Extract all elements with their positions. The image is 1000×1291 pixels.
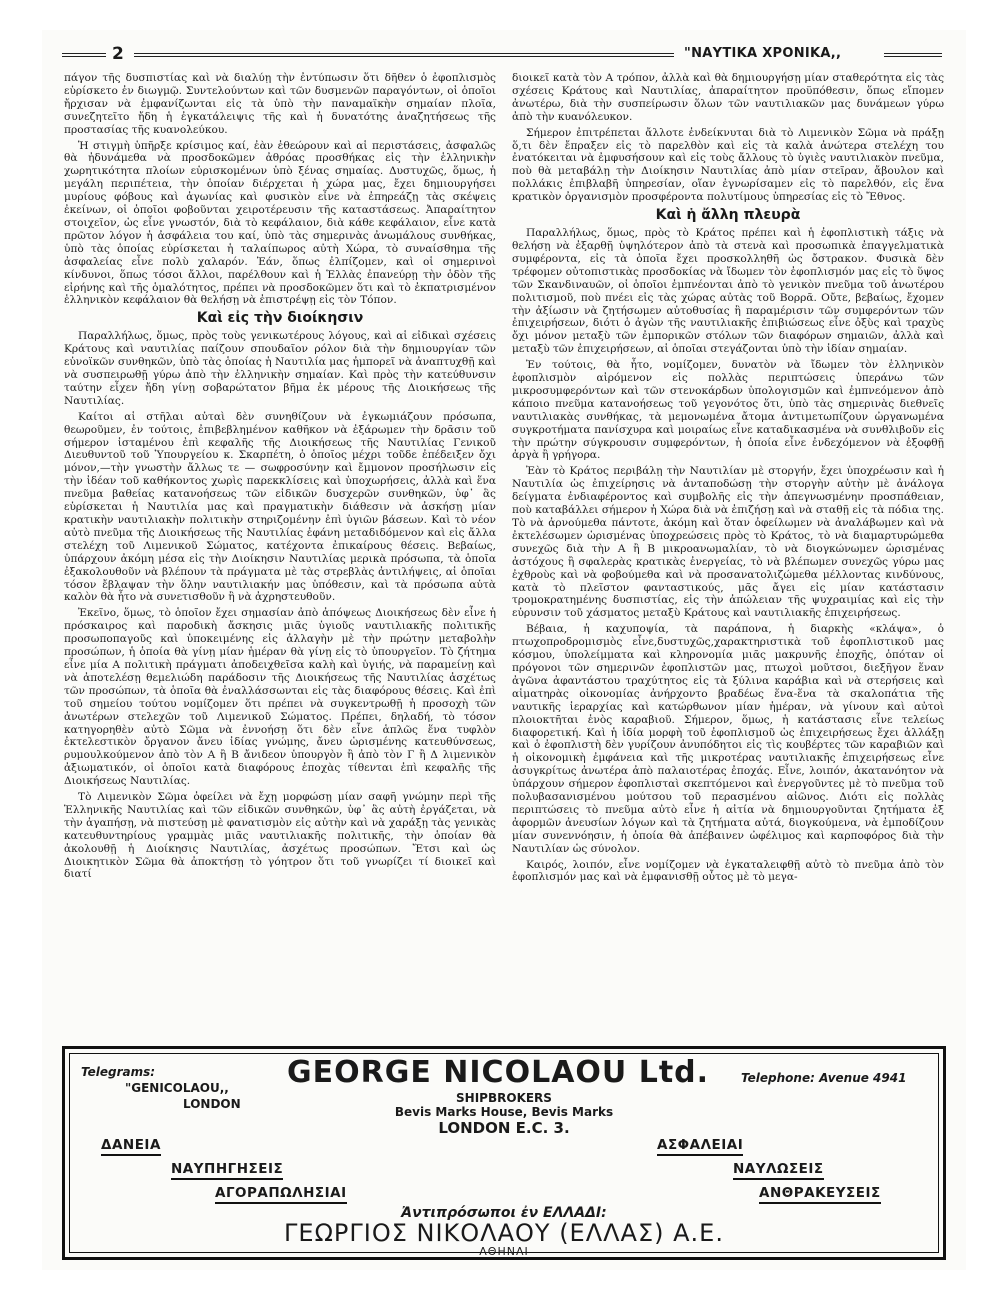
publication-title: "ΝΑΥΤΙΚΑ ΧΡΟΝΙΚΑ,,	[684, 46, 842, 61]
business-type: SHIPBROKERS	[456, 1091, 552, 1105]
header-rule-center	[134, 53, 674, 57]
telephone: Telephone: Avenue 4941	[741, 1071, 907, 1085]
section-heading: Καὶ εἰς τὴν διοίκησιν	[196, 310, 364, 327]
service-loans: ΔΑΝΕΙΑ	[101, 1137, 161, 1156]
greek-company-name: ΓΕΩΡΓΙΟΣ ΝΙΚΟΛΑΟΥ (ΕΛΛΑΣ) Α.Ε.	[284, 1219, 724, 1247]
company-address: Bevis Marks House, Bevis Marks	[394, 1105, 614, 1119]
paragraph: Ἐν τούτοις, θὰ ἦτο, νομίζομεν, δυνατὸν νὰ ἴδωμεν τὸν ἑλληνικὸν ἐφοπλισμὸν αἰρόμενον εἰς πολλὰς περιπτώσεις ὑπεράνω τῶν μικροσυμφερόντων καὶ τῶν στενοκάρδων ὑπολογισμῶν καὶ ἐμπνεόμενον ἀπὸ κάποιο πνεῦμα κατανοήσεως τοῦ γεγονότος ὅτι, ὑπὸ τὰς σημερινὰς διεθνεῖς ναυτιλιακὰς συνθήκας, τὰ μεμονωμένα ἄτομα ἀντιμετωπίζουν ὠργανωμένα συγκροτήματα πανίσχυρα καὶ μοιραίως εἶνε καταδικασμένα νὰ συνθλιβοῦν εἰς τὴν πρώτην σύγκρουσιν συμφερόντων, ἡ ὁποία εἶνε ἐνδεχόμενον νὰ ἐξοφθῇ ἀργὰ ἢ γρήγορα.	[512, 359, 944, 462]
paragraph: Ἐὰν τὸ Κράτος περιβάλῃ τὴν Ναυτιλίαν μὲ στοργήν, ἔχει ὑποχρέωσιν καὶ ἡ Ναυτιλία ὡς ἐπιχείρησις νὰ ἀνταποδώσῃ τὴν στοργὴν αὐτὴν μὲ ἀνάλογα δείγματα ἐνδιαφέροντος καὶ συμβολῆς εἰς τὴν ἀπεγνωσμένην προσπάθειαν, ποὺ καταβάλλει σήμερον ἡ Χώρα διὰ νὰ ἐπιζήσῃ καὶ νὰ σταθῇ εἰς τὰ πόδια της. Τὸ νὰ ἀρνούμεθα πάντοτε, ἀκόμη καὶ ὅταν ὀφείλωμεν νὰ ἀναλάβωμεν καὶ νὰ ἐκτελέσωμεν ὡρισμένας ὑποχρεώσεις πρὸς τὸ Κράτος, τὸ νὰ διαμαρτυρώμεθα συνεχῶς διὰ τὴν Α ἢ Β μικροανωμαλίαν, τὸ νὰ διογκώνωμεν ὡρισμένας ἀστόχους ἢ σφαλερὰς κρατικὰς ἐνεργείας, τὸ νὰ βλέπωμεν συνεχῶς γύρω μας ἐχθροὺς καὶ νὰ φοβούμεθα καὶ νὰ προσανατολιζώμεθα μέλλοντας κινδύνους, κατὰ τὸ πλεῖστον φανταστικούς, μᾶς ἄγει εἰς μίαν κατάστασιν τρομοκρατημένης δυσπιστίας, εἰς τὴν ἀπώλειαν τῆς ψυχραιμίας καὶ εἰς τὴν εὐρυνσιν τοῦ χάσματος μεταξὺ Κράτους καὶ ναυτιλιακῆς ἐπιχειρήσεως.	[512, 465, 944, 620]
telegrams-city: LONDON	[183, 1097, 241, 1111]
paragraph: Βέβαια, ἡ καχυποψία, τὰ παράπονα, ἡ διαρκὴς «κλάψα», ὁ πτωχοπροδρομισμὸς εἶνε,δυστυχῶς,χαρακτηριστικὰ τοῦ ἐφοπλιστικοῦ μας κόσμου, ὑπολείμματα καὶ κληρονομία μιᾶς μακρυνῆς ἐποχῆς, ὁπόταν οἱ πρόγονοι τῶν σημερινῶν ἐφοπλιστῶν μας, πτωχοὶ μοῦτσοι, διεξῆγον ἕναν ἀγῶνα ἀφαντάστου τραχύτητος εἰς τὰ ξύλινα καράβια καὶ νὰ στερήσεις καὶ αἱματηρὰς οἰκονομίας ἀνήρχοντο βραδέως ἕνα-ἕνα τὰ σκαλοπάτια τῆς ναυτικῆς ἱεραρχίας καὶ κατώρθωνον μίαν ἡμέραν, νὰ γίνουν καὶ αὐτοὶ πλοιοκτῆται ἑνὸς καραβιοῦ. Σήμερον, ὅμως, ἡ κατάστασις εἶνε τελείως διαφορετική. Καὶ ἡ ἰδία μορφὴ τοῦ ἐφοπλισμοῦ ὡς ἐπιχειρήσεως ἔχει ἀλλάξῃ καὶ ὁ ἐφοπλιστὴ δὲν γυρίζουν ἀνυπόδητοι εἰς τὶς κουβέρτες τῶν καραβιῶν καὶ ἡ οἰκονομικὴ ἐμφάνεια καὶ τῆς μικροτέρας ναυτιλιακῆς ἐπιχειρήσεως εἶνε ἀσυγκρίτως ἀνωτέρα ἀπὸ παλαιοτέρας ἐποχάς. Εἶνε, λοιπόν, ἀκατανόητον νὰ ὑπάρχουν σήμερον ἐφοπλισταὶ σκεπτόμενοι καὶ ἐνεργοῦντες μὲ τὸ πνεῦμα τοῦ πολυβασανισμένου μούτσου τοῦ περασμένου αἰῶνος. Διότι εἰς πολλὰς περιπτώσεις τὸ πνεῦμα αὐτὸ εἶνε ἡ αἰτία νὰ δημιουργοῦνται ζητήματα ἐξ ἀφορμῶν ἀνευσίων λόγων καὶ τὰ ζητήματα αὐτά, διογκούμενα, νὰ ἐμποδίζουν μίαν συνεννόησιν, ἡ ὁποία θὰ ἀπέβαινεν ὠφέλιμος καὶ καρποφόρος διὰ τὴν Ναυτιλίαν ὡς σύνολον.	[512, 623, 944, 855]
left-column	[64, 72, 496, 1042]
paragraph: Καιρός, λοιπόν, εἶνε νομίζομεν νὰ ἐγκαταλειφθῇ αὐτὸ τὸ πνεῦμα ἀπὸ τὸν ἐφοπλισμόν μας καὶ νὰ ἐμφανισθῇ οὗτος μὲ τὸ μεγα-	[512, 858, 944, 884]
service-insurance: ΑΣΦΑΛΕΙΑΙ	[657, 1137, 743, 1156]
header-rule-left	[62, 53, 106, 57]
page-header	[62, 44, 942, 68]
paragraph: Ἐκεῖνο, ὅμως, τὸ ὁποῖον ἔχει σημασίαν ἀπὸ ἀπόψεως Διοικήσεως δὲν εἶνε ἡ πρόσκαιρος καὶ παροδικὴ ἄσκησις μιᾶς ὑγιοῦς ναυτιλιακῆς πολιτικῆς προσωποπαγοῦς καὶ ὑποκειμένης εἰς ἀλλαγὴν μὲ τὴν πρώτην μεταβολὴν προσώπων, ἡ ὁποία θὰ γίνῃ μίαν ἡμέραν θὰ γίνῃ εἰς τὸ ὑπουργεῖον. Τὸ ζήτημα εἶνε μία Α πολιτικὴ πράγματι ἀποδειχθεῖσα καλὴ καὶ ὑγιής, νὰ παραμείνῃ καὶ νὰ ἀποτελέσῃ θεμελιώδη παράδοσιν τῆς Διοικήσεως τῆς Ναυτιλίας ἀσχέτως τῶν προσώπων, τὰ ὁποῖα θὰ ἐναλλάσσωνται εἰς τὰς διαφόρους θέσεις. Καὶ ἐπὶ τοῦ σημείου τούτου νομίζομεν ὅτι πρέπει νὰ συγκεντρωθῇ ἡ προσοχὴ τῶν ἀνωτέρων στελεχῶν τοῦ Λιμενικοῦ Σώματος. Πρέπει, δηλαδή, τὸ τόσον κατηγορηθὲν αὐτὸ Σῶμα νὰ ἐννοήσῃ ὅτι δὲν εἶνε ἁπλῶς ἕνα τυφλὸν ἐκτελεστικὸν ὄργανον ἄνευ ἰδίας γνώμης, ἄνευ ὡρισμένης κατευθύνσεως, ρυμουλκούμενον ἀπὸ τὸν Α ἢ Β ἄνιδεον ὑπουργὸν ἢ ἀπὸ τὸν Γ ἢ Δ λιμενικὸν ἀξιωματικόν, οἱ ὁποῖοι κατὰ διαφόρους ἐποχὰς τίθενται ἐπὶ κεφαλῆς τῆς Διοικήσεως Ναυτιλίας.	[64, 607, 496, 788]
paragraph: Ἡ στιγμὴ ὑπῆρξε κρίσιμος καί, ἐὰν ἐθεώρουν καὶ αἱ περιστάσεις, ἀσφαλῶς θὰ ἠδυνάμεθα νὰ προσδοκῶμεν ἀθρόας προσθήκας εἰς τὴν ἑλληνικὴν χωρητικότητα πλοίων εὑρισκομένων ὑπὸ ξένας σημαίας. Δυστυχῶς, ὅμως, ἡ μεγάλη περιπέτεια, τὴν ὁποίαν διέρχεται ἡ χώρα μας, ἔχει δημιουργήσει μυρίους φόβους καὶ ἀγωνίας καὶ φυσικὸν εἶνε νὰ ἐπηρεάζῃ τὰς σκέψεις ἐκείνων, οἱ ὁποῖοι φοβοῦνται χειροτέρευσιν τῆς καταστάσεως. Ἀπαραίτητον στοιχεῖον, ὡς εἶνε γνωστόν, διὰ τὸ κεφάλαιον, διὰ κάθε κεφάλαιον, εἶνε κατὰ πρῶτον λόγον ἡ ἀσφάλεια του καί, ὑπὸ τὰς σημερινὰς ἀνωμάλους συνθήκας, ὑπὸ τὰς ὁποίας εὑρίσκεται ἡ ταλαίπωρος αὐτὴ Χώρα, τὸ συναίσθημα τῆς ἀσφαλείας εἶνε πολὺ χαλαρόν. Ἐάν, ὅπως ἐλπίζομεν, καὶ οἱ σημερινοὶ κίνδυνοι, ὅπως τόσοι ἄλλοι, παρέλθουν καὶ ἡ Ἑλλὰς ἐπανεύρῃ τὴν ὁδὸν τῆς εἰρήνης καὶ τῆς ὁμαλότητος, πρέπει νὰ προσδοκῶμεν ὅτι καὶ τὸ ἐκπατρισμένον ἑλληνικὸν κεφάλαιον θὰ θελήσῃ νὰ ἐπιστρέψῃ εἰς τὸν Τόπον.	[64, 139, 496, 307]
service-bunkering: ΑΝΘΡΑΚΕΥΣΕΙΣ	[759, 1185, 881, 1204]
paragraph: Παραλλήλως, ὅμως, πρὸς τοὺς γενικωτέρους λόγους, καὶ αἱ εἰδικαὶ σχέσεις Κράτους καὶ ναυτιλίας παίζουν σπουδαῖον ρόλον διὰ τὴν δημιουργίαν τῶν εὐνοϊκῶν συνθηκῶν, ὑπὸ τὰς ὁποίας ἡ Ναυτιλία μας ἠμπορεῖ νὰ ἀναπτυχθῇ καὶ νὰ συσπειρωθῇ γύρω ἀπὸ τὴν ἑλληνικὴν σημαίαν. Καὶ πρὸς τὴν κατεύθυνσιν ταύτην εἶχεν ἤδη γίνῃ σοβαρώτατον βῆμα ἐκ μέρους τῆς Διοικήσεως τῆς Ναυτιλίας.	[64, 330, 496, 407]
greek-company-city: ΑΘΗΝΑΙ	[479, 1245, 529, 1258]
newspaper-page	[42, 30, 966, 1270]
paragraph: διοικεῖ κατὰ τὸν Α τρόπον, ἀλλὰ καὶ θὰ δημιουργήσῃ μίαν σταθερότητα εἰς τὰς σχέσεις Κράτους καὶ Ναυτιλίας, ἀπαραίτητον προϋπόθεσιν, ὅπως εἴπομεν ἀνωτέρω, διὰ τὴν συσπείρωσιν ὅλων τῶν ναυτιλιακῶν μας δυνάμεων γύρω ἀπὸ τὴν κυανόλευκον.	[512, 72, 944, 123]
article-body	[64, 72, 944, 1042]
paragraph: πάγον τῆς δυσπιστίας καὶ νὰ διαλύῃ τὴν ἐντύπωσιν ὅτι δῆθεν ὁ ἐφοπλισμὸς εὑρίσκετο ἐν διωγμῷ. Συντελούντων καὶ τῶν δυσμενῶν παραγόντων, οἱ ὁποῖοι ἤρχισαν νὰ ἐμφανίζωνται εἰς τὰ ὑπὸ τὴν παναμαϊκὴν σημαίαν πλοῖα, συνεζητεῖτο ἤδη ἡ ἐγκατάλειψις τῆς καὶ ἡ δυνατότης ἀναζητήσεως τῆς προστασίας τῆς κυανολεύκου.	[64, 72, 496, 136]
header-rule-right	[884, 53, 942, 57]
paragraph: Σήμερον ἐπιτρέπεται ἄλλοτε ἐνδείκνυται διὰ τὸ Λιμενικὸν Σῶμα νὰ πράξῃ ὅ,τι δὲν ἔπραξεν εἰς τὸ παρελθὸν καὶ εἰς τὰ καλὰ ἀνώτερα στελέχη του ἐνατόκειται νὰ ἐμφυσήσουν καὶ εἰς τοὺς ἄλλους τὸ ὑγιὲς ναυτιλιακὸν πνεῦμα, ποὺ θὰ μεταβάλῃ τὴν Διοίκησιν Ναυτιλίας ἀπὸ μίαν στεῖραν, ἄβουλον καὶ πολλάκις ἐπιβλαβῆ ὑπηρεσίαν, οἵαν ἐγνωρίσαμεν εἰς τὸ παρελθόν, εἰς ἕνα κρατικὸν ὀργανισμὸν προσφέροντα πολυτίμους ὑπηρεσίας εἰς τὸ Ἔθνος.	[512, 126, 944, 204]
page-number: 2	[112, 44, 124, 64]
paragraph: Παραλλήλως, ὅμως, πρὸς τὸ Κράτος πρέπει καὶ ἡ ἐφοπλιστικὴ τάξις νὰ θελήσῃ νὰ ἐξαρθῇ ὑψηλότερον ἀπὸ τὰ στενὰ καὶ προσωπικὰ ἐπαγγελματικὰ συμφέροντα, εἰς τὰ ὁποῖα ἔχει προσκολληθῆ ὡς ὄστρακον. Φυσικὰ δὲν τρέφομεν οὐτοπιστικὰς προσδοκίας νὰ ἴδωμεν τὸν ἐφοπλισμόν μας εἰς τὸ ὕψος τῶν Σκανδιναυῶν, οἱ ὁποῖοι ἐμπνέονται ἀπὸ τὸ γενικὸν πνεῦμα τοῦ ἀνωτέρου πολιτισμοῦ, ποὺ πνέει εἰς τὰς χώρας αὐτὰς τοῦ Βορρᾶ. Οὔτε, βεβαίως, ἔχομεν τὴν ἀξίωσιν νὰ ζητήσωμεν αὐτοθυσίας ἢ παραμέρισιν τῶν συμφερόντων τῶν ἐπιχειρήσεων, διότι ὁ ἀγὼν τῆς ναυτιλιακῆς ἐπιβιώσεως εἶνε ὀξὺς καὶ τραχὺς ὄχι μόνον μεταξὺ τῶν ἐμπορικῶν στόλων τῶν διαφόρων σημαιῶν, ἀλλὰ καὶ μεταξὺ τῶν ἐπιχειρήσεων, αἱ ὁποῖαι στεγάζονται ὑπὸ τὴν ἰδίαν σημαίαν.	[512, 227, 944, 356]
service-sales-purchases: ΑΓΟΡΑΠΩΛΗΣΙΑΙ	[215, 1185, 347, 1204]
paragraph: Τὸ Λιμενικὸν Σῶμα ὀφείλει νὰ ἔχῃ μορφώσῃ μίαν σαφῆ γνώμην περὶ τῆς Ἑλληνικῆς Ναυτιλίας καὶ τῶν εἰδικῶν συνθηκῶν, ὑφ᾽ ἃς αὐτὴ ἐργάζεται, νὰ τὴν ἀγαπήσῃ, νὰ πιστεύσῃ μὲ φανατισμὸν εἰς αὐτὴν καὶ νὰ χαράξῃ τὰς γενικὰς κατευθυντηρίους γραμμὰς μιᾶς ναυτιλιακῆς πολιτικῆς, τὴν ὁποίαν θὰ ἀκολουθῇ ἡ Διοίκησις Ναυτιλίας, ἀσχέτως προσώπων. Ἔτσι καὶ ὡς Διοικητικὸν Σῶμα θὰ ἀποκτήσῃ τὸ γόητρον ὅτι τοῦ γνωρίζει τί διοικεῖ καὶ διατί	[64, 791, 496, 881]
paragraph: Καίτοι αἱ στῆλαι αὐταὶ δὲν συνηθίζουν νὰ ἐγκωμιάζουν πρόσωπα, θεωροῦμεν, ἐν τούτοις, ἐπιβεβλημένον καθῆκον νὰ ἐξάρωμεν τὴν δρᾶσιν τοῦ σήμερον ἱσταμένου ἐπὶ κεφαλῆς τῆς Διοικήσεως τῆς Ναυτιλίας Γενικοῦ Διευθυντοῦ τοῦ Ὑπουργείου κ. Σκαρπέτη, ὁ ὁποῖος μέχρι τοῦδε ἐπέδειξεν ὄχι μόνον,—τὴν γνωστὴν ἄλλως τε — σωφροσύνην καὶ ἔμμονον προσήλωσιν εἰς τὴν ἰδέαν τοῦ καθήκοντος χωρὶς παρεκκλίσεις καὶ ὑποχωρήσεις, ἀλλὰ καὶ ἕνα πνεῦμα βαθείας κατανοήσεως τῶν εἰδικῶν δυσχερῶν συνθηκῶν, ὑφ᾽ ἃς εὑρίσκεται ἡ Ναυτιλία μας καὶ πραγματικὴν διάθεσιν νὰ ἀσκήσῃ μίαν κρατικὴν ναυτιλιακὴν πολιτικὴν στηριζομένην ἐπὶ ὑγιῶν βάσεων. Καὶ τὸ νέον αὐτὸ πνεῦμα τῆς Διοικήσεως τῆς Ναυτιλίας ἐφάνη μεταδιδόμενον καὶ εἰς ἄλλα στελέχη τοῦ Λιμενικοῦ Σώματος, κατέχοντα ἐπικαίρους θέσεις. Βεβαίως, ὑπάρχουν ἀκόμη μέσα εἰς τὴν Διοίκησιν Ναυτιλίας μερικὰ πρόσωπα, τὰ ὁποῖα ἐξακολουθοῦν νὰ βλέπουν τὰ πράγματα μὲ τὰς στρεβλὰς ἀντιλήψεις, αἱ ὁποῖαι τόσον ἔβλαψαν τὴν ὅλην ναυτιλιακήν μας ὑπόθεσιν, καὶ τὰ πρόσωπα αὐτὰ καλὸν θὰ ἦτο νὰ συνετισθοῦν ἢ νὰ ἀχρηστευθοῦν.	[64, 410, 496, 604]
telegrams-label: Telegrams:	[81, 1065, 156, 1079]
telegrams-code: "GENICOLAOU,,	[125, 1081, 229, 1095]
service-chartering: ΝΑΥΛΩΣΕΙΣ	[733, 1161, 824, 1180]
service-shipbuilding: ΝΑΥΠΗΓΗΣΕΙΣ	[171, 1161, 283, 1180]
right-column	[512, 72, 944, 1042]
advertisement-box	[62, 1046, 946, 1260]
representatives-label: Ἀντιπρόσωποι ἐν ΕΛΛΑΔΙ:	[401, 1205, 607, 1221]
company-city: LONDON E.C. 3.	[438, 1119, 570, 1137]
section-heading: Καὶ ἡ ἄλλη πλευρὰ	[655, 207, 801, 224]
company-name: GEORGE NICOLAOU Ltd.	[287, 1055, 710, 1090]
